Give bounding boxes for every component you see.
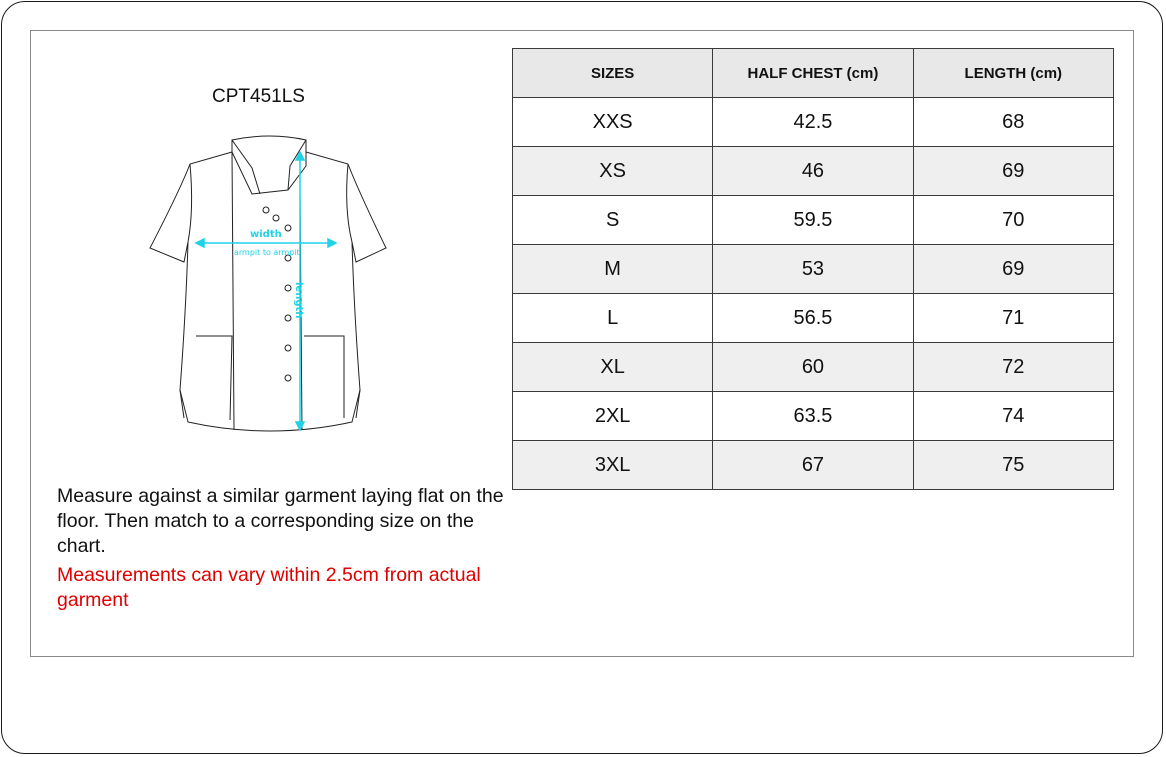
table-row: [513, 98, 1114, 147]
size-cell: 3XL: [513, 441, 713, 490]
length-cell: 70: [913, 196, 1113, 245]
half-chest-cell: 53: [713, 245, 913, 294]
table-row: [513, 392, 1114, 441]
header-sizes: SIZES: [513, 49, 713, 98]
length-cell: 72: [913, 343, 1113, 392]
half-chest-cell: 67: [713, 441, 913, 490]
size-chart-table: [512, 48, 1114, 490]
header-length: LENGTH (cm): [913, 49, 1113, 98]
width-sublabel: armpit to armpit: [234, 248, 300, 257]
garment-diagram: [140, 130, 400, 440]
length-cell: 71: [913, 294, 1113, 343]
half-chest-cell: 42.5: [713, 98, 913, 147]
size-cell: XS: [513, 147, 713, 196]
header-half-chest: HALF CHEST (cm): [713, 49, 913, 98]
table-row: [513, 294, 1114, 343]
table-row: [513, 196, 1114, 245]
length-cell: 68: [913, 98, 1113, 147]
table-row: [513, 245, 1114, 294]
measurement-disclaimer: Measurements can vary within 2.5cm from actual garment: [57, 564, 481, 611]
half-chest-cell: 63.5: [713, 392, 913, 441]
half-chest-cell: 46: [713, 147, 913, 196]
size-cell: M: [513, 245, 713, 294]
table-row: [513, 147, 1114, 196]
length-cell: 69: [913, 245, 1113, 294]
length-cell: 75: [913, 441, 1113, 490]
width-label: width: [250, 229, 282, 240]
size-cell: XXS: [513, 98, 713, 147]
table-row: [513, 343, 1114, 392]
length-cell: 69: [913, 147, 1113, 196]
size-cell: XL: [513, 343, 713, 392]
product-code: CPT451LS: [212, 86, 305, 107]
table-row: [513, 441, 1114, 490]
size-cell: L: [513, 294, 713, 343]
size-cell: 2XL: [513, 392, 713, 441]
half-chest-cell: 56.5: [713, 294, 913, 343]
size-cell: S: [513, 196, 713, 245]
length-cell: 74: [913, 392, 1113, 441]
measuring-instructions: Measure against a similar garment laying flat on the floor. Then match to a corresponding size on the chart.: [57, 485, 504, 557]
half-chest-cell: 60: [713, 343, 913, 392]
table-header-row: [513, 49, 1114, 98]
length-label: length: [293, 282, 304, 319]
half-chest-cell: 59.5: [713, 196, 913, 245]
